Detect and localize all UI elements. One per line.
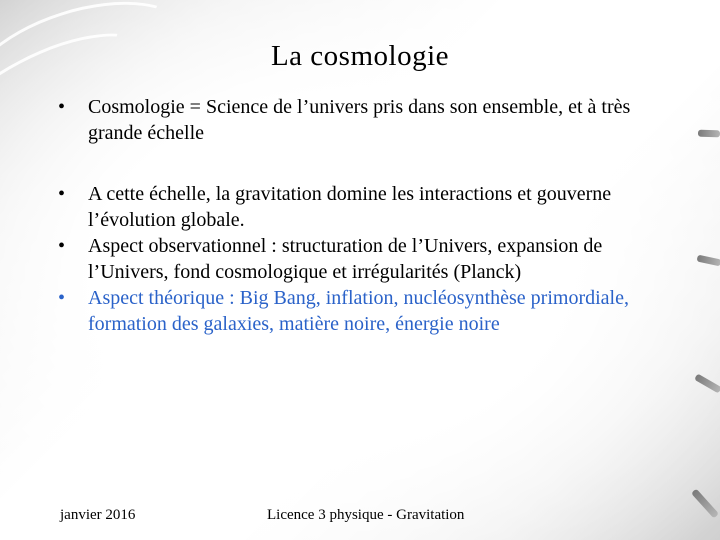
bullet-text: Cosmologie = Science de l’univers pris dans son ensemble, et à très grande échelle xyxy=(88,96,631,144)
bullet-item-highlighted xyxy=(56,285,676,337)
bullet-item xyxy=(56,181,676,233)
bullet-item xyxy=(56,233,676,285)
bullet-item xyxy=(56,94,676,146)
decorative-dash xyxy=(697,255,720,267)
bullet-dot: • xyxy=(58,183,66,205)
bullet-text: Aspect théorique : Big Bang, inflation, nucléosynthèse primordiale, formation des galaxies, matière noire, énergie noire xyxy=(88,287,629,335)
bullet-dot: • xyxy=(58,235,66,257)
bullet-list xyxy=(56,94,676,337)
bullet-dot: • xyxy=(58,287,66,309)
footer-date: janvier 2016 xyxy=(60,507,136,523)
decorative-dash xyxy=(698,130,720,138)
decorative-dash xyxy=(694,373,720,393)
bullet-dot: • xyxy=(58,96,66,118)
bullet-text: A cette échelle, la gravitation domine les interactions et gouverne l’évolution globale. xyxy=(88,183,612,231)
footer-course: Licence 3 physique - Gravitation xyxy=(267,507,465,523)
bullet-text: Aspect observationnel : structuration de l’Univers, expansion de l’Univers, fond cosmologique et irrégularités (Planck) xyxy=(88,235,603,283)
decorative-dash xyxy=(691,489,719,519)
slide-title: La cosmologie xyxy=(270,40,450,72)
